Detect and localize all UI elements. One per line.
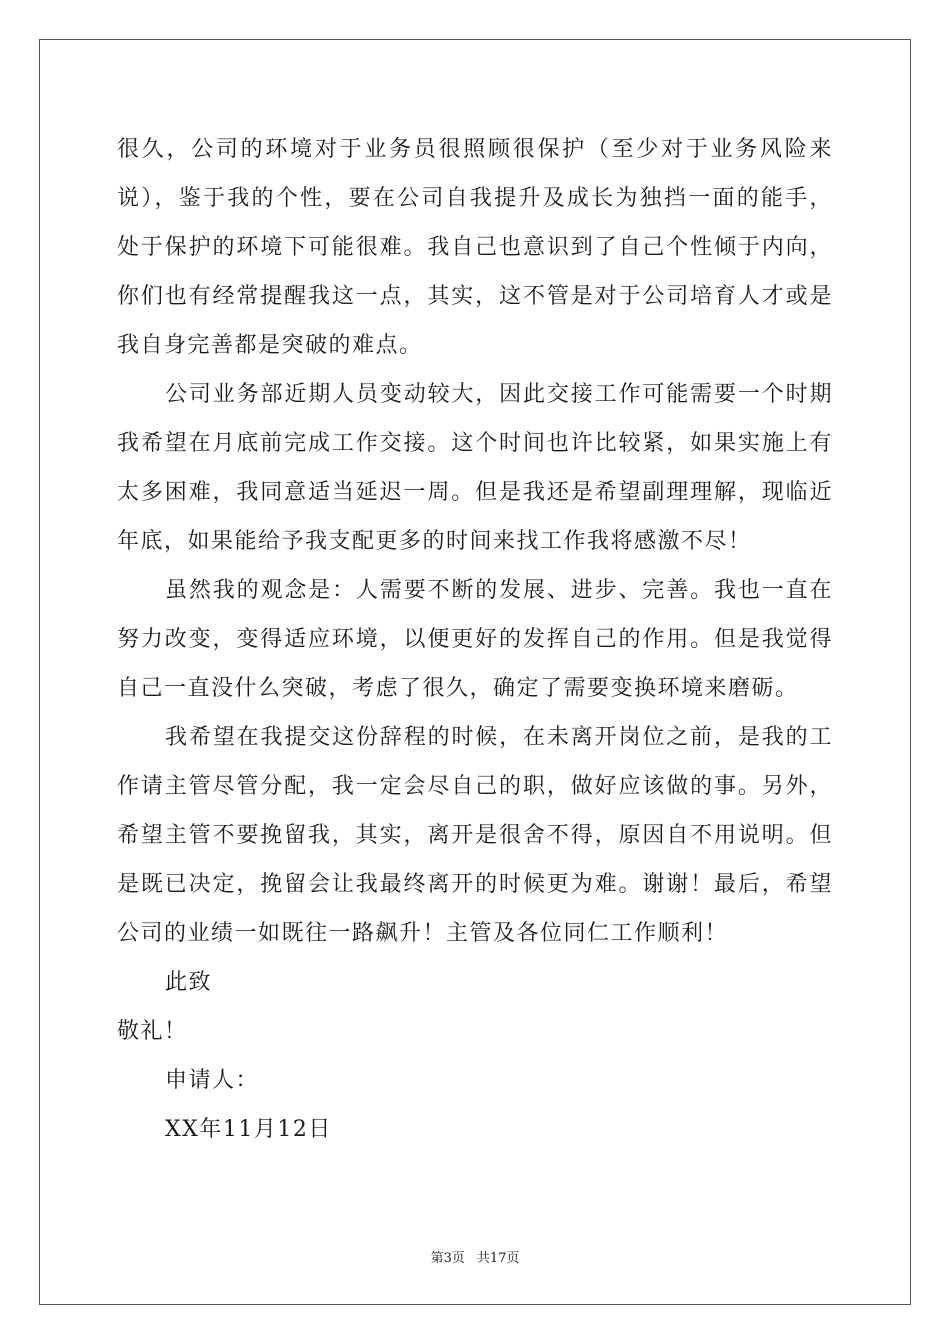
document-body [117,125,833,1154]
paragraph-2: 公司业务部近期人员变动较大，因此交接工作可能需要一个时期我希望在月底前完成工作交接。这个时间也许比较紧，如果实施上有太多困难，我同意适当延迟一周。但是我还是希望副理理解，现临近年底，如果能给予我支配更多的时间来找工作我将感激不尽！ [117,382,833,554]
paragraph-3: 虽然我的观念是：人需要不断的发展、进步、完善。我也一直在努力改变，变得适应环境，以便更好的发挥自己的作用。但是我觉得自己一直没什么突破，考虑了很久，确定了需要变换环境来磨砺。 [117,578,833,701]
page-footer [0,1247,950,1266]
applicant-label: 申请人： [165,1068,260,1093]
paragraph-4: 我希望在我提交这份辞程的时候，在未离开岗位之前，是我的工作请主管尽管分配，我一定会尽自己的职，做好应该做的事。另外，希望主管不要挽留我，其实，离开是很舍不得，原因自不用说明。但是既已决定，挽留会让我最终离开的时候更为难。谢谢！最后，希望公司的业绩一如既往一路飙升！主管及各位同仁工作顺利！ [117,725,833,946]
page-number-total: 共17页 [476,1251,520,1266]
salutation-ci-zhi: 此致 [165,970,213,995]
page-number-current: 第3页 [430,1251,465,1266]
letter-date: XX年11月12日 [165,1117,332,1142]
salutation-jing-li: 敬礼！ [117,1019,188,1044]
paragraph-1: 很久，公司的环境对于业务员很照顾很保护（至少对于业务风险来说），鉴于我的个性，要在公司自我提升及成长为独挡一面的能手，处于保护的环境下可能很难。我自己也意识到了自己个性倾于内向，你们也有经常提醒我这一点，其实，这不管是对于公司培育人才或是我自身完善都是突破的难点。 [117,137,833,358]
